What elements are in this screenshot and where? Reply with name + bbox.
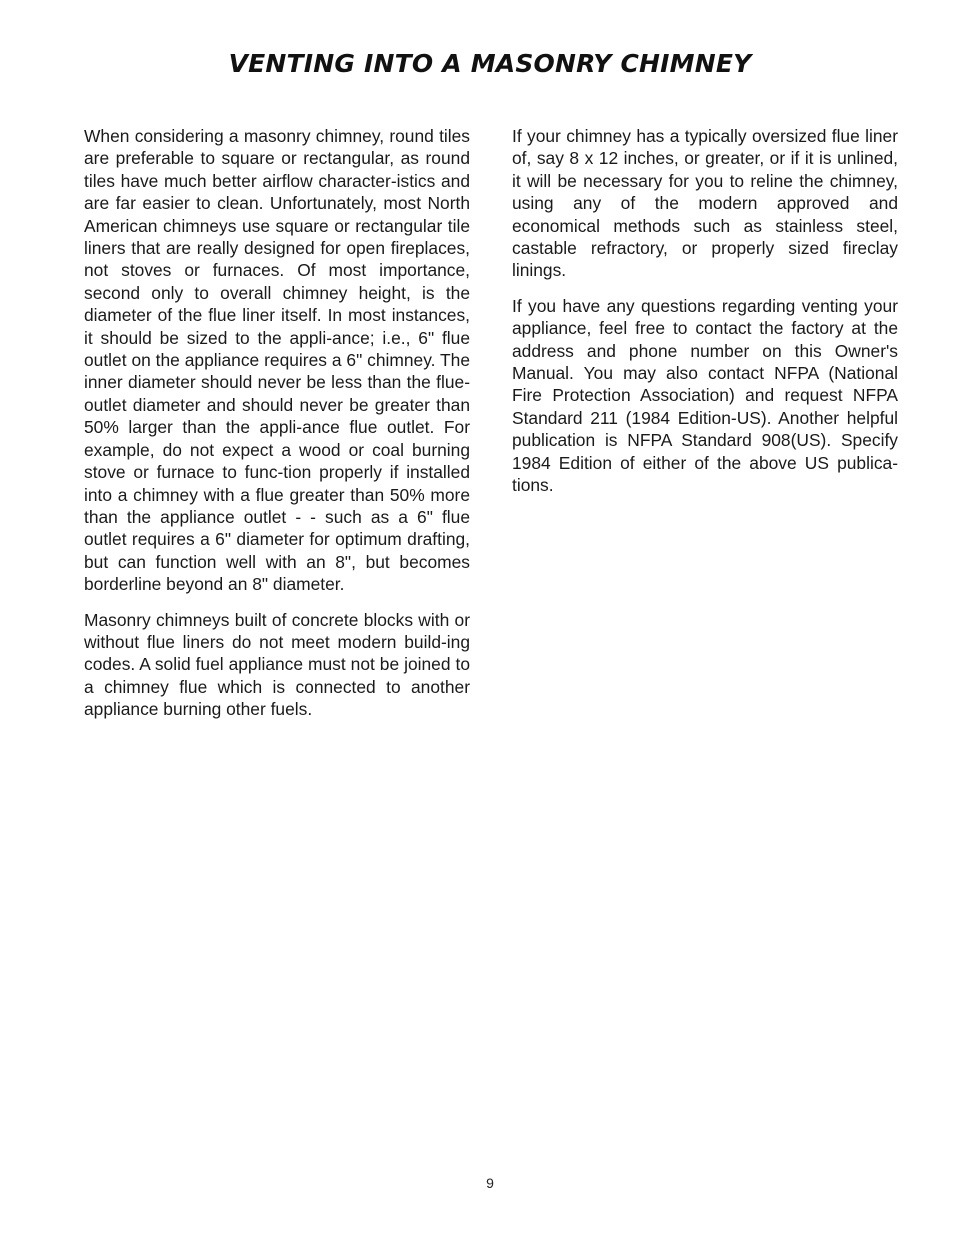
left-text-column: [84, 125, 470, 734]
right-text-column: [512, 125, 898, 510]
paragraph-questions-nfpa: If you have any questions regarding venting your appliance, feel free to contact the factory at the address and phone number on this Owner's Manual. You may also contact NFPA (National Fire Protection Association) and request NFPA Standard 211 (1984 Edition-US). Another helpful publication is NFPA Standard 908(US). Specify 1984 Edition of either of the above US publica-tions.: [512, 295, 898, 496]
paragraph-oversized-liner: If your chimney has a typically oversized flue liner of, say 8 x 12 inches, or greater, or if it is unlined, it will be necessary for you to reline the chimney, using any of the modern approved and economical methods such as stainless steel, castable refractory, or properly sized fireclay linings.: [512, 126, 898, 281]
paragraph-concrete-blocks: Masonry chimneys built of concrete blocks with or without flue liners do not meet modern build-ing codes. A solid fuel appliance must not be joined to a chimney flue which is connected to another appliance burning other fuels.: [84, 609, 470, 720]
page-number: 9: [486, 1175, 494, 1191]
paragraph-round-tiles: When considering a masonry chimney, round tiles are preferable to square or rectangular, as round tiles have much better airflow character-istics and are far easier to clean. Unfortunately, most North American chimneys use square or rectangular tile liners that are really designed for open fireplaces, not stoves or furnaces. Of most importance, second only to overall chimney height, is the diameter of the flue liner itself. In most instances, it should be sized to the appli-ance; i.e., 6" flue outlet on the appliance requires a 6" chimney. The inner diameter should never be less than the flue-outlet diameter and should never be greater than 50% larger than the appli-ance flue outlet. For example, do not expect a wood or coal burning stove or furnace to func-tion properly if installed into a chimney with a flue greater than 50% more than the appliance outlet - - such as a 6" flue outlet requires a 6" diameter for optimum drafting, but can function well with an 8", but becomes borderline beyond an 8" diameter.: [84, 126, 470, 595]
page-title: VENTING INTO A MASONRY CHIMNEY: [228, 49, 752, 78]
